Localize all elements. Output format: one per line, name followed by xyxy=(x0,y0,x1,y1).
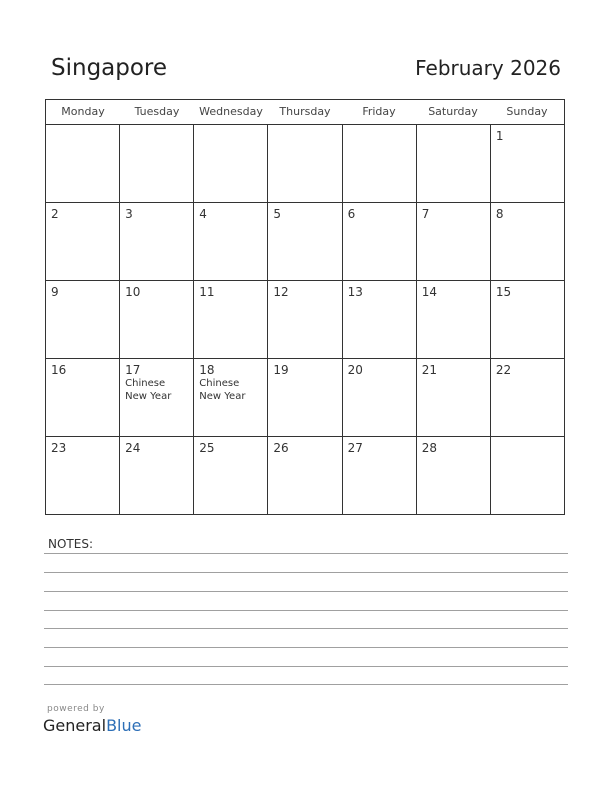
day-number: 19 xyxy=(273,363,289,377)
calendar-day-cell xyxy=(491,437,564,514)
calendar-week-row xyxy=(46,437,564,514)
calendar-day-cell xyxy=(268,203,342,280)
day-number: 1 xyxy=(495,129,504,143)
weekday-header: Sunday xyxy=(506,105,548,118)
calendar-day-cell xyxy=(268,281,342,358)
calendar-day-cell xyxy=(417,281,491,358)
notes-line xyxy=(44,647,568,648)
calendar-country-title: Singapore xyxy=(51,55,168,81)
day-number: 15 xyxy=(495,285,512,299)
calendar-day-cell xyxy=(491,125,564,202)
calendar-day-cell xyxy=(194,125,268,202)
day-number: 16 xyxy=(51,363,67,377)
calendar-day-cell xyxy=(491,359,564,436)
notes-label: NOTES: xyxy=(48,537,93,551)
day-number: 12 xyxy=(273,285,289,299)
day-number: 17 xyxy=(125,363,141,377)
calendar-day-cell xyxy=(343,125,417,202)
calendar-week-row xyxy=(46,359,564,437)
calendar-day-cell xyxy=(46,359,120,436)
weekday-header: Tuesday xyxy=(134,105,180,118)
calendar-day-cell xyxy=(268,125,342,202)
holiday-label: New Year xyxy=(125,391,172,402)
calendar-day-cell xyxy=(491,203,564,280)
weekday-header: Monday xyxy=(61,105,105,118)
calendar-day-cell xyxy=(120,359,194,436)
logo-text-blue: Blue xyxy=(106,716,142,735)
calendar-day-cell xyxy=(417,359,491,436)
weekday-header: Thursday xyxy=(279,105,331,118)
day-number: 10 xyxy=(125,285,141,299)
day-number: 9 xyxy=(51,285,59,299)
calendar-day-cell xyxy=(343,359,417,436)
powered-by-text: powered by xyxy=(47,704,105,714)
day-number: 2 xyxy=(51,207,59,221)
holiday-label: Chinese xyxy=(199,378,240,389)
day-number: 20 xyxy=(347,363,363,377)
logo-text-general: General xyxy=(43,716,107,735)
calendar-day-cell xyxy=(120,281,194,358)
weekday-header: Friday xyxy=(362,105,396,118)
calendar-day-cell xyxy=(46,125,120,202)
calendar-day-cell xyxy=(491,281,564,358)
calendar-week-row xyxy=(46,125,564,203)
weekday-header: Saturday xyxy=(428,105,478,118)
day-number: 8 xyxy=(495,207,504,221)
day-number: 26 xyxy=(273,441,289,455)
weekday-header-row xyxy=(46,100,564,125)
calendar-day-cell xyxy=(46,437,120,514)
calendar-day-cell xyxy=(120,125,194,202)
calendar-week-row xyxy=(46,281,564,359)
calendar-grid xyxy=(45,99,565,515)
calendar-day-cell xyxy=(268,437,342,514)
notes-line xyxy=(44,553,568,554)
day-number: 13 xyxy=(347,285,363,299)
calendar-day-cell xyxy=(194,437,268,514)
day-number: 11 xyxy=(199,285,215,299)
day-number: 4 xyxy=(199,207,207,221)
day-number: 24 xyxy=(125,441,141,455)
day-number: 6 xyxy=(347,207,356,221)
calendar-day-cell xyxy=(417,437,491,514)
notes-line xyxy=(44,666,568,667)
day-number: 23 xyxy=(51,441,67,455)
day-number: 27 xyxy=(347,441,363,455)
notes-line xyxy=(44,610,568,611)
notes-line xyxy=(44,572,568,573)
day-number: 28 xyxy=(421,441,437,455)
day-number: 14 xyxy=(421,285,437,299)
day-number: 22 xyxy=(495,363,512,377)
holiday-label: Chinese xyxy=(125,378,166,389)
calendar-day-cell xyxy=(268,359,342,436)
calendar-day-cell xyxy=(343,437,417,514)
holiday-label: New Year xyxy=(199,391,246,402)
notes-line xyxy=(44,684,568,685)
calendar-day-cell xyxy=(343,281,417,358)
calendar-day-cell xyxy=(417,125,491,202)
calendar-day-cell xyxy=(194,281,268,358)
day-number: 3 xyxy=(125,207,133,221)
generalblue-logo xyxy=(43,716,141,735)
calendar-month-title: February 2026 xyxy=(415,56,561,80)
day-number: 7 xyxy=(421,207,430,221)
calendar-day-cell xyxy=(46,281,120,358)
calendar-day-cell xyxy=(194,203,268,280)
calendar-day-cell xyxy=(343,203,417,280)
calendar-day-cell xyxy=(194,359,268,436)
notes-line xyxy=(44,628,568,629)
weekday-header: Wednesday xyxy=(199,105,263,118)
calendar-day-cell xyxy=(120,203,194,280)
notes-line xyxy=(44,591,568,592)
calendar-day-cell xyxy=(417,203,491,280)
calendar-day-cell xyxy=(120,437,194,514)
calendar-week-row xyxy=(46,203,564,281)
day-number: 21 xyxy=(421,363,437,377)
day-number: 25 xyxy=(199,441,215,455)
day-number: 5 xyxy=(273,207,282,221)
calendar-day-cell xyxy=(46,203,120,280)
calendar-weeks xyxy=(46,125,564,514)
day-number: 18 xyxy=(199,363,215,377)
